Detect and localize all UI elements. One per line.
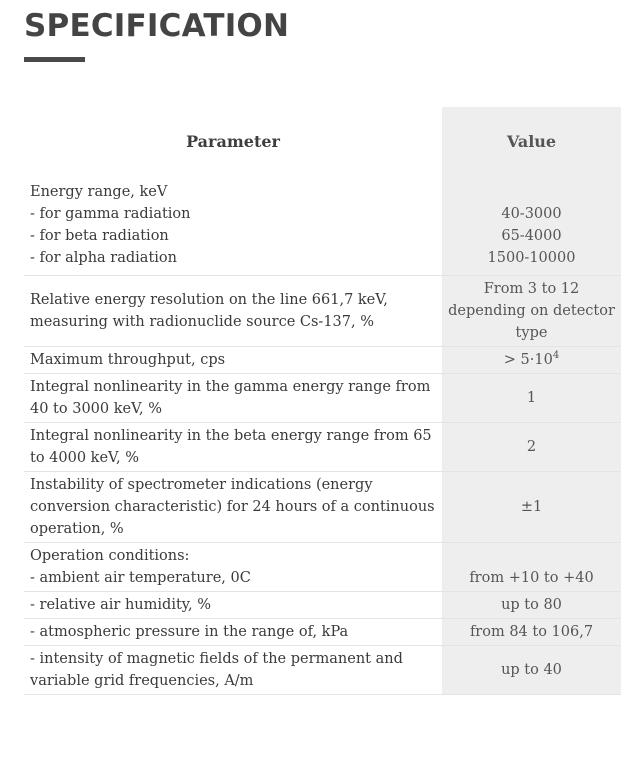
parameter-header: Parameter — [186, 131, 280, 151]
parameter-line: - intensity of magnetic fields of the permanent and — [30, 651, 403, 667]
value-cell — [442, 276, 621, 347]
table-row — [24, 646, 621, 695]
value-cell — [442, 423, 621, 472]
parameter-line: Energy range, keV — [30, 184, 168, 200]
table-row — [24, 423, 621, 472]
table-row — [24, 619, 621, 646]
parameter-cell — [24, 543, 442, 592]
value-line: from 84 to 106,7 — [469, 624, 594, 640]
value-line: from +10 to +40 — [469, 570, 594, 586]
parameter-line: Integral nonlinearity in the gamma energy range from — [30, 379, 431, 395]
parameter-cell — [24, 619, 442, 646]
value-line: 40-3000 — [501, 206, 562, 222]
parameter-line: Relative energy resolution on the line 661,7 keV, — [30, 292, 388, 308]
parameter-cell — [24, 374, 442, 423]
value-cell — [442, 175, 621, 276]
value-line: depending on detector — [448, 303, 615, 319]
parameter-line: - ambient air temperature, 0C — [30, 570, 251, 586]
value-base: > 5·10 — [503, 352, 553, 368]
table-row — [24, 374, 621, 423]
spec-table — [24, 107, 621, 695]
parameter-line: measuring with radionuclide source Cs-137, % — [30, 314, 375, 330]
value-cell — [442, 592, 621, 619]
parameter-line: - for alpha radiation — [30, 250, 177, 266]
parameter-line: operation, % — [30, 521, 124, 537]
value-line: 2 — [526, 439, 537, 455]
parameter-line: variable grid frequencies, A/m — [30, 673, 254, 689]
parameter-line: - relative air humidity, % — [30, 597, 212, 613]
value-cell — [442, 619, 621, 646]
value-cell — [442, 374, 621, 423]
parameter-line: Operation conditions: — [30, 548, 190, 564]
value-header: Value — [442, 107, 621, 175]
parameter-cell — [24, 592, 442, 619]
parameter-cell — [24, 276, 442, 347]
parameter-cell — [24, 175, 442, 276]
value-line: 65-4000 — [501, 228, 562, 244]
parameter-cell — [24, 423, 442, 472]
table-row — [24, 543, 621, 592]
parameter-line: 40 to 3000 keV, % — [30, 401, 163, 417]
parameter-line: conversion characteristic) for 24 hours of a continuous — [30, 499, 435, 515]
parameter-cell — [24, 472, 442, 543]
value-line: ±1 — [520, 499, 543, 515]
value-cell — [442, 347, 621, 374]
parameter-line: to 4000 keV, % — [30, 450, 139, 466]
value-exponent: 4 — [552, 350, 560, 362]
parameter-cell — [24, 347, 442, 374]
parameter-line: - for beta radiation — [30, 228, 169, 244]
table-row — [24, 175, 621, 276]
value-line: From 3 to 12 — [483, 281, 580, 297]
value-line-empty — [446, 181, 617, 203]
parameter-line: Maximum throughput, cps — [30, 352, 226, 368]
parameter-line: Instability of spectrometer indications (energy — [30, 477, 373, 493]
table-row — [24, 276, 621, 347]
parameter-line: - atmospheric pressure in the range of, kPa — [30, 624, 349, 640]
value-line-empty — [446, 545, 617, 567]
parameter-line: Integral nonlinearity in the beta energy range from 65 — [30, 428, 432, 444]
title-underline — [24, 57, 85, 62]
value-line: type — [515, 325, 548, 341]
value-line: up to 80 — [501, 597, 562, 613]
parameter-cell — [24, 646, 442, 695]
value-cell — [442, 646, 621, 695]
table-row — [24, 592, 621, 619]
page-title: SPECIFICATION — [24, 8, 290, 44]
value-cell — [442, 472, 621, 543]
table-row — [24, 347, 621, 374]
value-line: 1 — [526, 390, 537, 406]
table-row — [24, 472, 621, 543]
table-header-row — [24, 107, 621, 175]
value-cell — [442, 543, 621, 592]
parameter-line: - for gamma radiation — [30, 206, 191, 222]
value-line: 1500-10000 — [487, 250, 576, 266]
value-line: up to 40 — [501, 662, 562, 678]
